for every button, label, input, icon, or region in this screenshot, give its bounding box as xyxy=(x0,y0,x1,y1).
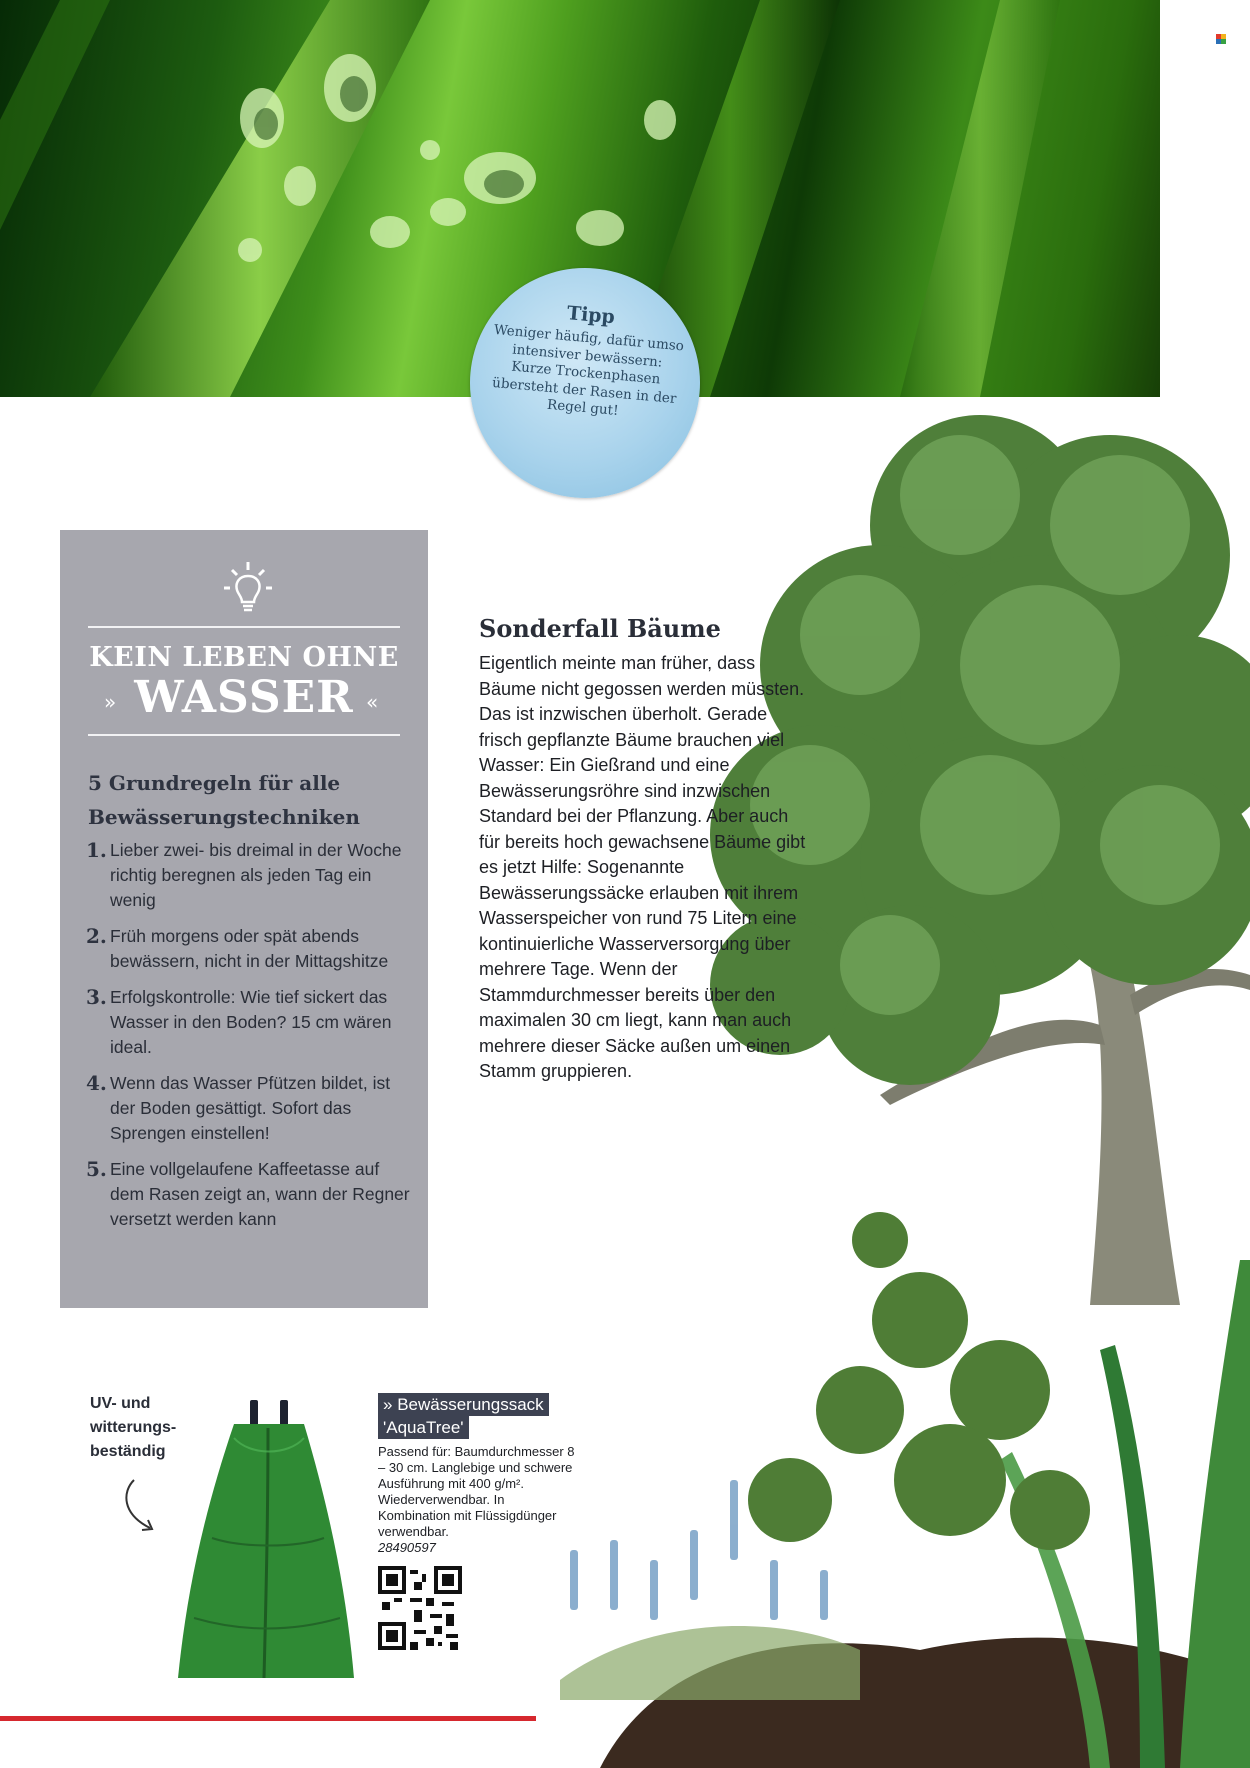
watering-bag-image xyxy=(172,1398,358,1680)
rules-box xyxy=(60,530,428,1308)
list-item-number: 3. xyxy=(86,985,107,1009)
curved-arrow-icon xyxy=(120,1478,160,1538)
list-item-number: 4. xyxy=(86,1071,107,1095)
list-item xyxy=(88,924,414,974)
article-sonderfall-baeume xyxy=(479,614,809,1085)
double-chevron-right-icon: » xyxy=(383,1395,398,1414)
rules-heading-top: KEIN LEBEN OHNE xyxy=(89,642,399,673)
brand-logo-icon xyxy=(1216,34,1226,44)
article-body: Eigentlich meinte man früher, dass Bäume nicht gegossen werden müssten. Das ist inzwischen überholt. Gerade frisch gepflanzte Bäume brauchen viel Wasser: Ein Gießrand und eine Bewässerungsröhre sind inzwischen Standard bei der Pflanzung. Aber auch für bereits hoch gewachsene Bäume gibt es jetzt Hilfe: Sogenannte Bewässerungssäcke erlauben mit ihrem Wasserspeicher von rund 75 Litern eine kontinuierliche Wasserversorgung über mehrere Tage. Wenn der Stammdurchmesser bereits über den maximalen 30 cm liegt, kann man auch mehrere dieser Säcke außen um einen Stamm gruppieren. xyxy=(479,653,806,1081)
list-item-text: Eine vollgelaufene Kaffeetasse auf dem Rasen zeigt an, wann der Regner versetzt werden kann xyxy=(110,1159,410,1229)
tipp-text: Weniger häufig, dafür umso intensiver bewässern: Kurze Trockenphasen übersteht der Rasen in der Regel gut! xyxy=(491,321,685,419)
divider-top xyxy=(88,626,400,628)
product-name-badge xyxy=(378,1393,549,1416)
product-name-line2: 'AquaTree' xyxy=(383,1418,464,1437)
double-chevron-right-icon: » xyxy=(104,690,117,714)
product-name-line1: Bewässerungssack xyxy=(397,1395,544,1414)
uv-note-line: witterungs- xyxy=(90,1419,177,1436)
list-item-text: Wenn das Wasser Pfützen bildet, ist der Boden gesättigt. Sofort das Sprengen einstellen! xyxy=(110,1073,391,1143)
product-description: Passend für: Baumdurchmesser 8 – 30 cm. Langlebige und schwere Ausführung mit 400 g/m². Wiederverwendbar. In Kombination mit Flüssigdünger verwendbar. xyxy=(378,1444,575,1539)
uv-note-line: UV- und xyxy=(90,1395,151,1412)
article-number: 28490597 xyxy=(378,1540,436,1555)
accent-line xyxy=(0,1716,536,1721)
list-item xyxy=(88,838,414,913)
product-info xyxy=(378,1393,578,1654)
list-item xyxy=(88,985,414,1060)
list-item-number: 1. xyxy=(86,838,107,862)
list-item-text: Erfolgskontrolle: Wie tief sickert das Wasser in den Boden? 15 cm wären ideal. xyxy=(110,987,392,1057)
list-item-text: Früh morgens oder spät abends bewässern, nicht in der Mittagshitze xyxy=(110,926,389,971)
article-title: Sonderfall Bäume xyxy=(479,614,721,643)
list-item-text: Lieber zwei- bis dreimal in der Woche richtig beregnen als jeden Tag ein wenig xyxy=(110,840,402,910)
divider-bottom xyxy=(88,734,400,736)
list-item-number: 5. xyxy=(86,1157,107,1181)
double-chevron-left-icon: « xyxy=(366,690,379,714)
product-name-badge-2 xyxy=(378,1416,469,1439)
list-item xyxy=(88,1157,414,1232)
list-item-number: 2. xyxy=(86,924,107,948)
uv-note xyxy=(90,1392,176,1464)
rules-subheading: 5 Grundregeln für alle Bewässerungstechniken xyxy=(88,771,360,829)
tipp-title: Tipp xyxy=(566,302,616,329)
qr-code[interactable] xyxy=(378,1566,462,1650)
rules-heading-main: WASSER xyxy=(134,672,354,723)
plants-illustration xyxy=(540,1180,1250,1768)
uv-note-line: beständig xyxy=(90,1443,166,1460)
rules-list xyxy=(88,838,414,1243)
list-item xyxy=(88,1071,414,1146)
lightbulb-icon xyxy=(224,560,272,616)
